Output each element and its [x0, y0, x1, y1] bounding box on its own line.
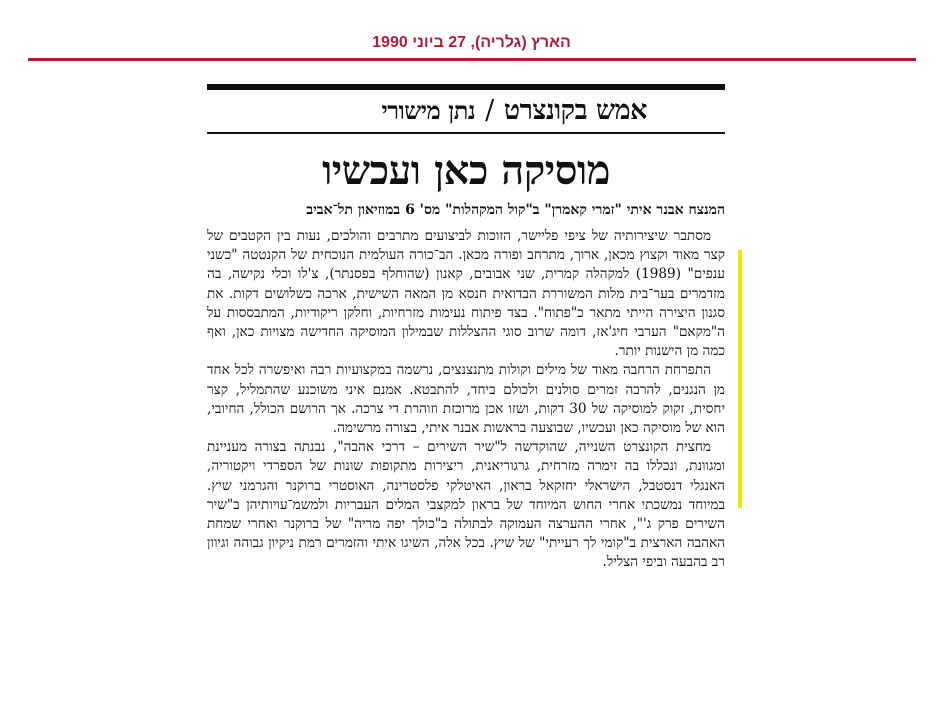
column-separator: /: [485, 95, 494, 126]
headline: מוסיקה כאן ועכשיו: [322, 147, 610, 194]
paragraph: מסתבר שיצירותיה של ציפי פליישר, הזוכות לביצועים מתרבים והולכים, נעות בין הקטבים של קצר מאוד וקצוץ מכאן, ארוך, מתרחב ופורה מכאן. הב־כורה העולמית הנוכחית של הקנטטה "כשני ענפים" (1989) למקהלה קמרית, שני אבובים, קאנון (שהוחלף בפסנתר), צ'לו וכלי נקישה, בה מזדמרים בער־בית מלות המשוררת הבדואית חנסא מן המאה השישית, ארכה כשלושים דקות. את סגנון היצירה הייתי מתאר כ"פתוח". בצד פיתוח נעימות מזרחיות, וחלקן ריקודיות, המתבססות על ה"מקאם" הערבי חיג'אז, דומה שרוב סוגי ההצללות שבמילון המוסיקה החדישה מצויות כאן, ואף כמה מן הישנות יותר.: [207, 228, 725, 360]
column-name: אמש בקונצרט: [503, 95, 647, 126]
highlight-mark: [738, 250, 742, 508]
header-rule: [207, 132, 725, 134]
article-body: [207, 227, 725, 573]
column-header: [207, 94, 725, 128]
top-rule: [207, 84, 725, 90]
author-name: נתן מישורי: [381, 96, 476, 125]
newspaper-clipping: [207, 84, 725, 712]
subhead: המנצח אבנר איתי "זמרי קאמרן" ב"קול המקהלות" מס' 6 במוזיאון תל־אביב: [306, 202, 725, 218]
source-caption: הארץ (גלריה), 27 ביוני 1990: [372, 34, 571, 51]
caption-rule: [28, 58, 916, 61]
paragraph: מחצית הקונצרט השנייה, שהוקדשה ל"שיר השירים – דרכי אהבה", נבנתה בצורה מעניינת ומגוונת, ונכללו בה זימרה מזרחית, גרגוריאנית, ריצירות מתקופות שונות של הספרדי ויקטוריה, האנגלי דנסטבל, הישראלי יחזקאל בראון, האיטלקי פלסטרינה, האוסטרי ברוקנר והגרמני שיץ. במיוחד נמשכתי אחרי החוש המיוחד של בראון למקצבי המלים העבריות ולמשמ־עויותיהן ב"שיר השירים פרק ג'", אחרי ההערצה העמוקה לבתולה ב"כולך יפה מריה" של ברוקנר ואחרי שמחת האהבה הארצית ב"קומי לך רעייתי" של שיץ. בכל אלה, השיגו איתי והזמרים רמת ניקיון גבוהה וגיוון רב בהבעה וביפי הצליל.: [207, 439, 725, 571]
paragraph: התפרחת הרחבה מאוד של מילים וקולות מתנצנצים, נרשמה במקצועיות רבה ואיפשרה לכל אחד מן הנגנים, להרבה זמרים סולנים ולכולם ביחד, להתבטא. אמנם איני משוכנע שהתמליל, קצר יחסית, זקוק למוסיקה של 30 דקות, ושזו אכן מרוכזת וזוהרת די צרכה. אך הרושם הכולל, החיובי, הוא של מוסיקה כאן ועכשיו, שבוצעה בראשות אבנר איתי, בצורה מרשימה.: [207, 362, 726, 437]
